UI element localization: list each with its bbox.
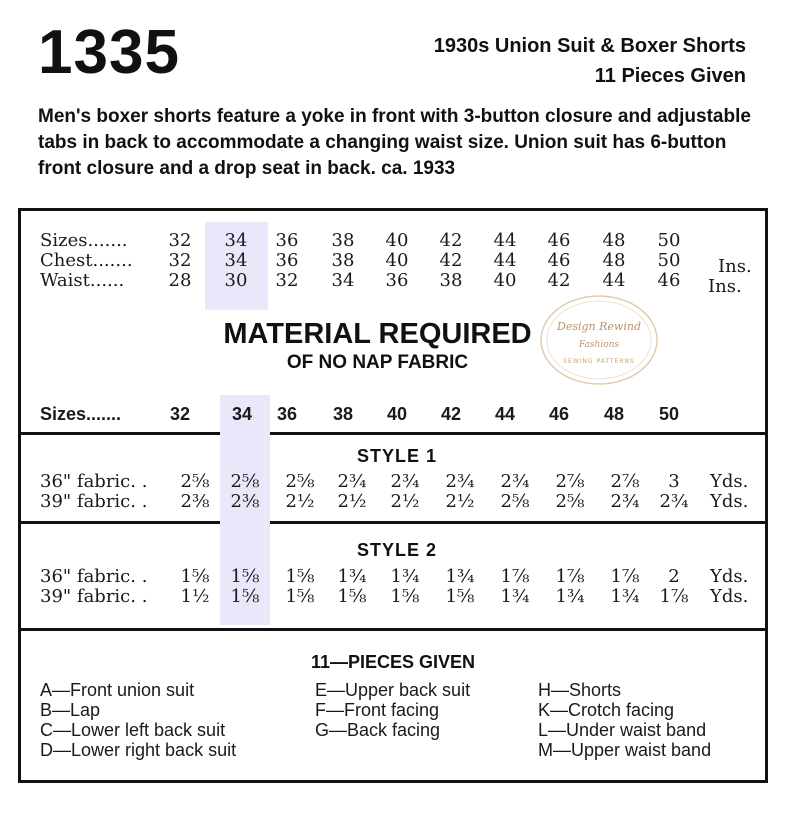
measurement-value: 48 <box>602 250 626 271</box>
yardage-value: 2¾ <box>390 471 420 492</box>
yardage-value: 2¾ <box>445 471 475 492</box>
measurement-value: 34 <box>224 230 248 251</box>
yardage-value: 1⅞ <box>610 566 640 587</box>
piece-item: H—Shorts <box>538 680 622 700</box>
pattern-description: Men's boxer shorts feature a yoke in front with 3-button closure and adjustable tabs in back to accommodate a changing waist size. Union suit has 6-button front closure and a drop seat in back. ca. 1933 <box>38 106 751 179</box>
yardage-value: 1⅝ <box>180 566 210 587</box>
yardage-value: 1⅝ <box>445 586 475 607</box>
yardage-value: 1⅝ <box>337 586 367 607</box>
measurement-value: 40 <box>385 230 409 251</box>
pieces-title: 11—PIECES GIVEN <box>310 652 476 672</box>
measurement-label: Chest....... <box>40 250 133 271</box>
design-rewind-logo <box>536 292 662 388</box>
yardage-value: 2⅝ <box>230 471 260 492</box>
measurement-value: 40 <box>385 250 409 271</box>
measurement-value: 34 <box>331 270 355 291</box>
yardage-value: 2⅝ <box>500 491 530 512</box>
yardage-value: 1⅝ <box>285 566 315 587</box>
piece-item: F—Front facing <box>315 700 440 720</box>
measurement-value: 36 <box>385 270 409 291</box>
style-title: STYLE 2 <box>356 540 438 560</box>
divider <box>18 521 768 524</box>
material-size-value: 48 <box>603 404 625 424</box>
style-title: STYLE 1 <box>356 446 438 466</box>
fabric-width-label: 36" fabric. . <box>40 471 148 492</box>
material-required-subtitle: OF NO NAP FABRIC <box>286 352 469 373</box>
yardage-value: 1⅞ <box>500 566 530 587</box>
measurement-label: Waist...... <box>40 270 125 291</box>
measurement-value: 44 <box>493 230 517 251</box>
piece-item: B—Lap <box>40 700 101 720</box>
measurement-value: 36 <box>275 250 299 271</box>
yardage-value: 1⅞ <box>659 586 689 607</box>
divider <box>18 432 768 435</box>
measurement-value: 32 <box>168 230 192 251</box>
fabric-width-label: 39" fabric. . <box>40 491 148 512</box>
yardage-value: 2¾ <box>500 471 530 492</box>
logo-line3: SEWING PATTERNS <box>563 358 635 365</box>
measurement-value: 38 <box>331 230 355 251</box>
material-size-value: 32 <box>169 404 191 424</box>
material-size-value: 44 <box>494 404 516 424</box>
piece-item: E—Upper back suit <box>315 680 471 700</box>
yardage-value: 1¾ <box>500 586 530 607</box>
yardage-value: 1¾ <box>445 566 475 587</box>
piece-item: M—Upper waist band <box>538 740 712 760</box>
logo-line2: Fashions <box>578 340 620 350</box>
piece-item: L—Under waist band <box>538 720 707 740</box>
divider <box>18 628 768 631</box>
yardage-value: 1⅝ <box>390 586 420 607</box>
unit-label: Yds. <box>710 491 749 512</box>
yardage-value: 2⅞ <box>555 471 585 492</box>
measurement-value: 42 <box>439 230 463 251</box>
unit-label: Ins. <box>718 256 752 277</box>
material-size-value: 50 <box>658 404 680 424</box>
material-sizes-label: Sizes....... <box>40 404 122 424</box>
pattern-number: 1335 <box>38 18 180 87</box>
material-size-value: 34 <box>231 404 253 424</box>
material-size-value: 42 <box>440 404 462 424</box>
fabric-width-label: 39" fabric. . <box>40 586 148 607</box>
piece-item: C—Lower left back suit <box>40 720 226 740</box>
measurement-value: 46 <box>657 270 681 291</box>
yardage-value: 2½ <box>390 491 420 512</box>
measurement-value: 44 <box>602 270 626 291</box>
yardage-value: 1¾ <box>337 566 367 587</box>
yardage-value: 2 <box>668 566 680 587</box>
yardage-value: 2¾ <box>659 491 689 512</box>
measurement-value: 34 <box>224 250 248 271</box>
material-required-title: MATERIAL REQUIRED <box>223 318 532 350</box>
yardage-value: 2⅜ <box>230 491 260 512</box>
yardage-value: 1¾ <box>555 586 585 607</box>
fabric-width-label: 36" fabric. . <box>40 566 148 587</box>
measurement-value: 32 <box>275 270 299 291</box>
measurement-value: 40 <box>493 270 517 291</box>
yardage-value: 3 <box>668 471 680 492</box>
yardage-value: 2⅞ <box>610 471 640 492</box>
yardage-value: 1½ <box>180 586 210 607</box>
measurement-value: 38 <box>331 250 355 271</box>
unit-label: Yds. <box>710 586 749 607</box>
yardage-value: 2¾ <box>610 491 640 512</box>
measurement-value: 38 <box>439 270 463 291</box>
yardage-value: 1⅝ <box>285 586 315 607</box>
unit-label: Ins. <box>708 276 742 297</box>
measurement-label: Sizes....... <box>40 230 128 251</box>
yardage-value: 1¾ <box>390 566 420 587</box>
measurement-value: 32 <box>168 250 192 271</box>
measurement-value: 30 <box>224 270 248 291</box>
yardage-value: 2½ <box>445 491 475 512</box>
material-size-value: 38 <box>332 404 354 424</box>
yardage-value: 1⅞ <box>555 566 585 587</box>
yardage-value: 1¾ <box>610 586 640 607</box>
measurement-value: 28 <box>168 270 192 291</box>
piece-item: G—Back facing <box>315 720 441 740</box>
measurement-value: 50 <box>657 250 681 271</box>
material-size-value: 40 <box>386 404 408 424</box>
piece-item: A—Front union suit <box>40 680 195 700</box>
yardage-value: 2½ <box>285 491 315 512</box>
measurement-value: 36 <box>275 230 299 251</box>
measurement-value: 44 <box>493 250 517 271</box>
measurement-value: 46 <box>547 250 571 271</box>
piece-item: D—Lower right back suit <box>40 740 237 760</box>
measurement-value: 42 <box>439 250 463 271</box>
piece-item: K—Crotch facing <box>538 700 675 720</box>
measurement-value: 48 <box>602 230 626 251</box>
material-size-value: 46 <box>548 404 570 424</box>
measurement-value: 42 <box>547 270 571 291</box>
unit-label: Yds. <box>710 566 749 587</box>
measurement-value: 46 <box>547 230 571 251</box>
yardage-value: 2⅜ <box>180 491 210 512</box>
unit-label: Yds. <box>710 471 749 492</box>
yardage-value: 1⅝ <box>230 566 260 587</box>
measurement-value: 50 <box>657 230 681 251</box>
yardage-value: 1⅝ <box>230 586 260 607</box>
yardage-value: 2½ <box>337 491 367 512</box>
pieces-count-subtitle: 11 Pieces Given <box>594 65 746 87</box>
pattern-title: 1930s Union Suit & Boxer Shorts <box>433 35 746 57</box>
logo-line1: Design Rewind <box>557 320 641 333</box>
yardage-value: 2⅝ <box>180 471 210 492</box>
yardage-value: 2⅝ <box>285 471 315 492</box>
material-size-value: 36 <box>276 404 298 424</box>
yardage-value: 2¾ <box>337 471 367 492</box>
yardage-value: 2⅝ <box>555 491 585 512</box>
